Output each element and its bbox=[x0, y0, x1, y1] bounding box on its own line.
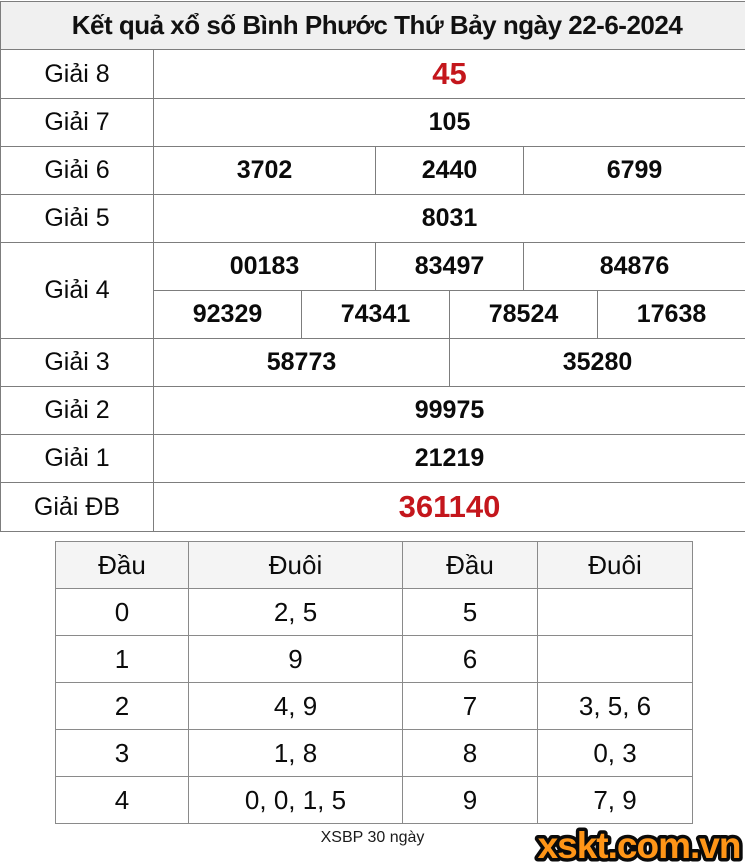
head-tail-row bbox=[56, 777, 693, 824]
head-digit: 4 bbox=[56, 777, 189, 824]
prize-value-giai-db: 361140 bbox=[154, 483, 745, 532]
head-tail-table bbox=[55, 541, 693, 824]
footer-caption: XSBP 30 ngày bbox=[320, 829, 425, 846]
prize-value-giai-3-1: 58773 bbox=[154, 339, 450, 387]
head-digit: 7 bbox=[403, 683, 538, 730]
prize-label-giai-2: Giải 2 bbox=[1, 387, 154, 435]
prize-value-giai-4-4: 92329 bbox=[154, 291, 302, 339]
head-digit: 3 bbox=[56, 730, 189, 777]
prize-row-giai-8 bbox=[1, 50, 745, 99]
xskt-logo bbox=[533, 818, 745, 867]
head-digit: 2 bbox=[56, 683, 189, 730]
head-tail-row bbox=[56, 730, 693, 777]
prize-value-giai-1: 21219 bbox=[154, 435, 745, 483]
tail-column-header-2: Đuôi bbox=[538, 542, 693, 589]
prize-label-giai-db: Giải ĐB bbox=[1, 483, 154, 532]
tail-digits: 1, 8 bbox=[189, 730, 403, 777]
prize-label-giai-4: Giải 4 bbox=[1, 243, 154, 339]
tail-digits: 2, 5 bbox=[189, 589, 403, 636]
tail-digits: 7, 9 bbox=[538, 777, 693, 824]
prize-value-giai-5: 8031 bbox=[154, 195, 745, 243]
prize-label-giai-3: Giải 3 bbox=[1, 339, 154, 387]
tail-digits: 9 bbox=[189, 636, 403, 683]
tail-digits: 3, 5, 6 bbox=[538, 683, 693, 730]
head-digit: 5 bbox=[403, 589, 538, 636]
prize-value-giai-7: 105 bbox=[154, 99, 745, 147]
prize-value-giai-6-2: 2440 bbox=[376, 147, 524, 195]
site-watermark-text: xskt.com.vn bbox=[537, 825, 741, 866]
page-title: Kết quả xổ số Bình Phước Thứ Bảy ngày 22-6-2024 bbox=[1, 2, 745, 50]
site-watermark-link[interactable] bbox=[533, 818, 745, 867]
prize-label-giai-1: Giải 1 bbox=[1, 435, 154, 483]
head-digit: 9 bbox=[403, 777, 538, 824]
prize-row-giai-1 bbox=[1, 435, 745, 483]
head-digit: 8 bbox=[403, 730, 538, 777]
prize-label-giai-8: Giải 8 bbox=[1, 50, 154, 99]
head-digit: 6 bbox=[403, 636, 538, 683]
head-tail-header-row bbox=[56, 542, 693, 589]
prize-label-giai-7: Giải 7 bbox=[1, 99, 154, 147]
head-column-header-1: Đầu bbox=[56, 542, 189, 589]
prize-row-giai-7 bbox=[1, 99, 745, 147]
head-digit: 0 bbox=[56, 589, 189, 636]
prize-row-giai-db bbox=[1, 483, 745, 532]
prize-value-giai-4-5: 74341 bbox=[302, 291, 450, 339]
prize-label-giai-6: Giải 6 bbox=[1, 147, 154, 195]
head-tail-row bbox=[56, 683, 693, 730]
prize-value-giai-2: 99975 bbox=[154, 387, 745, 435]
prize-label-giai-5: Giải 5 bbox=[1, 195, 154, 243]
tail-digits: 4, 9 bbox=[189, 683, 403, 730]
prize-value-giai-4-6: 78524 bbox=[450, 291, 598, 339]
head-digit: 1 bbox=[56, 636, 189, 683]
prize-value-giai-4-7: 17638 bbox=[598, 291, 745, 339]
prize-value-giai-4-2: 83497 bbox=[376, 243, 524, 291]
tail-digits: 0, 3 bbox=[538, 730, 693, 777]
prize-value-giai-4-3: 84876 bbox=[524, 243, 745, 291]
tail-digits bbox=[538, 589, 693, 636]
head-tail-row bbox=[56, 589, 693, 636]
tail-digits: 0, 0, 1, 5 bbox=[189, 777, 403, 824]
tail-digits bbox=[538, 636, 693, 683]
prize-value-giai-6-1: 3702 bbox=[154, 147, 376, 195]
prize-row-giai-2 bbox=[1, 387, 745, 435]
prize-value-giai-8: 45 bbox=[154, 50, 745, 99]
prize-value-giai-4-1: 00183 bbox=[154, 243, 376, 291]
title-row bbox=[1, 2, 745, 50]
prize-row-giai-5 bbox=[1, 195, 745, 243]
prize-row-giai-6 bbox=[1, 147, 745, 195]
prize-row-giai-3 bbox=[1, 339, 745, 387]
prize-value-giai-3-2: 35280 bbox=[450, 339, 745, 387]
head-column-header-2: Đầu bbox=[403, 542, 538, 589]
head-tail-row bbox=[56, 636, 693, 683]
prize-value-giai-6-3: 6799 bbox=[524, 147, 745, 195]
prize-row-giai-4a bbox=[1, 243, 745, 291]
prize-table bbox=[0, 1, 745, 532]
tail-column-header-1: Đuôi bbox=[189, 542, 403, 589]
